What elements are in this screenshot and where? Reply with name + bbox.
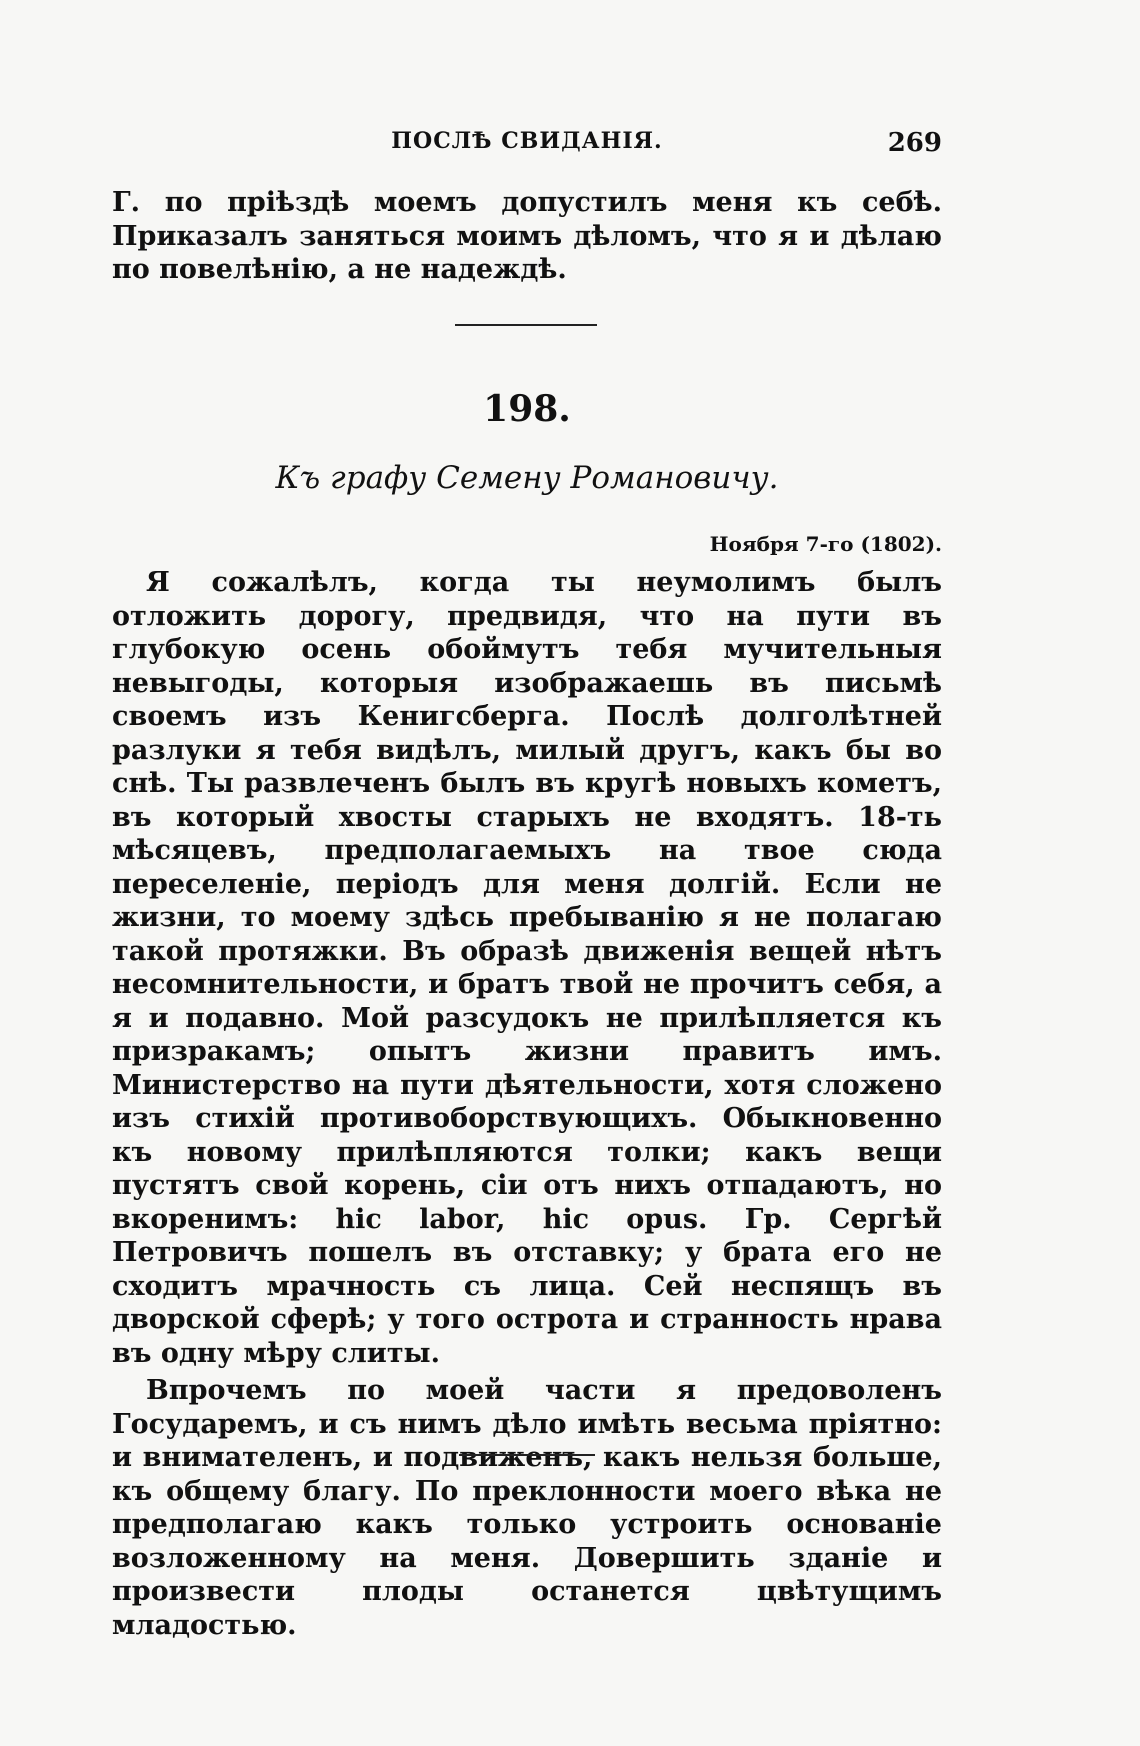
section-divider-top [455,324,597,326]
letter-paragraph-2: Впрочемъ по моей части я предоволенъ Государемъ, и съ нимъ дѣло имѣть весьма пріятно: и внимателенъ, и подвиженъ, какъ нельзя больше, къ общему благу. По преклонности моего вѣка не предполагаю какъ только устроить основаніе возложенному на меня. Довершить зданіе и произвести плоды останется цвѣтущимъ младостью. [112,1375,942,1641]
running-title: ПОСЛѢ СВИДАНІЯ. [391,128,663,154]
letter-date: Ноября 7-го (1802). [709,532,942,556]
letter-body [112,566,942,1642]
page-number: 269 [887,128,942,158]
letter-number: 198. [483,388,571,430]
letter-paragraph-1: Я сожалѣлъ, когда ты неумолимъ былъ отложить дорогу, предвидя, что на пути въ глубокую осень обоймутъ тебя мучительныя невыгоды, которыя изображаешь въ письмѣ своемъ изъ Кенигсберга. Послѣ долголѣтней разлуки я тебя видѣлъ, милый другъ, какъ бы во снѣ. Ты развлеченъ былъ въ кругѣ новыхъ кометъ, въ который хвосты старыхъ не входятъ. 18-ть мѣсяцевъ, предполагаемыхъ на твое сюда переселеніе, періодъ для меня долгій. Если не жизни, то моему здѣсь пребыванію я не полагаю такой протяжки. Въ образѣ движенія вещей нѣтъ несомнительности, и братъ твой не прочитъ себя, а я и подавно. Мой разсудокъ не прилѣпляется къ призракамъ; опытъ жизни правитъ имъ. Министерство на пути дѣятельности, хотя сложено изъ стихій противоборствующихъ. Обыкновенно къ новому прилѣпляются толки; какъ вещи пустятъ свой корень, сіи отъ нихъ отпадаютъ, но вкоренимъ: hic labor, hic opus. Гр. Сергѣй Петровичъ пошелъ въ отставку; у брата его не сходитъ мрачность съ лица. Сей неспящъ въ дворской сферѣ; у того острота и странность нрава въ одну мѣру слиты. [112,567,942,1369]
carryover-section [112,186,942,287]
section-divider-bottom [459,1454,595,1456]
book-page [112,0,942,1746]
letter-addressee: Къ графу Семену Романовичу. [275,460,779,496]
carryover-paragraph: Г. по пріѣздѣ моемъ допустилъ меня къ себѣ. Приказалъ заняться моимъ дѣломъ, что я и дѣлаю по повелѣнію, а не надеждѣ. [112,187,942,285]
running-head [112,128,942,168]
